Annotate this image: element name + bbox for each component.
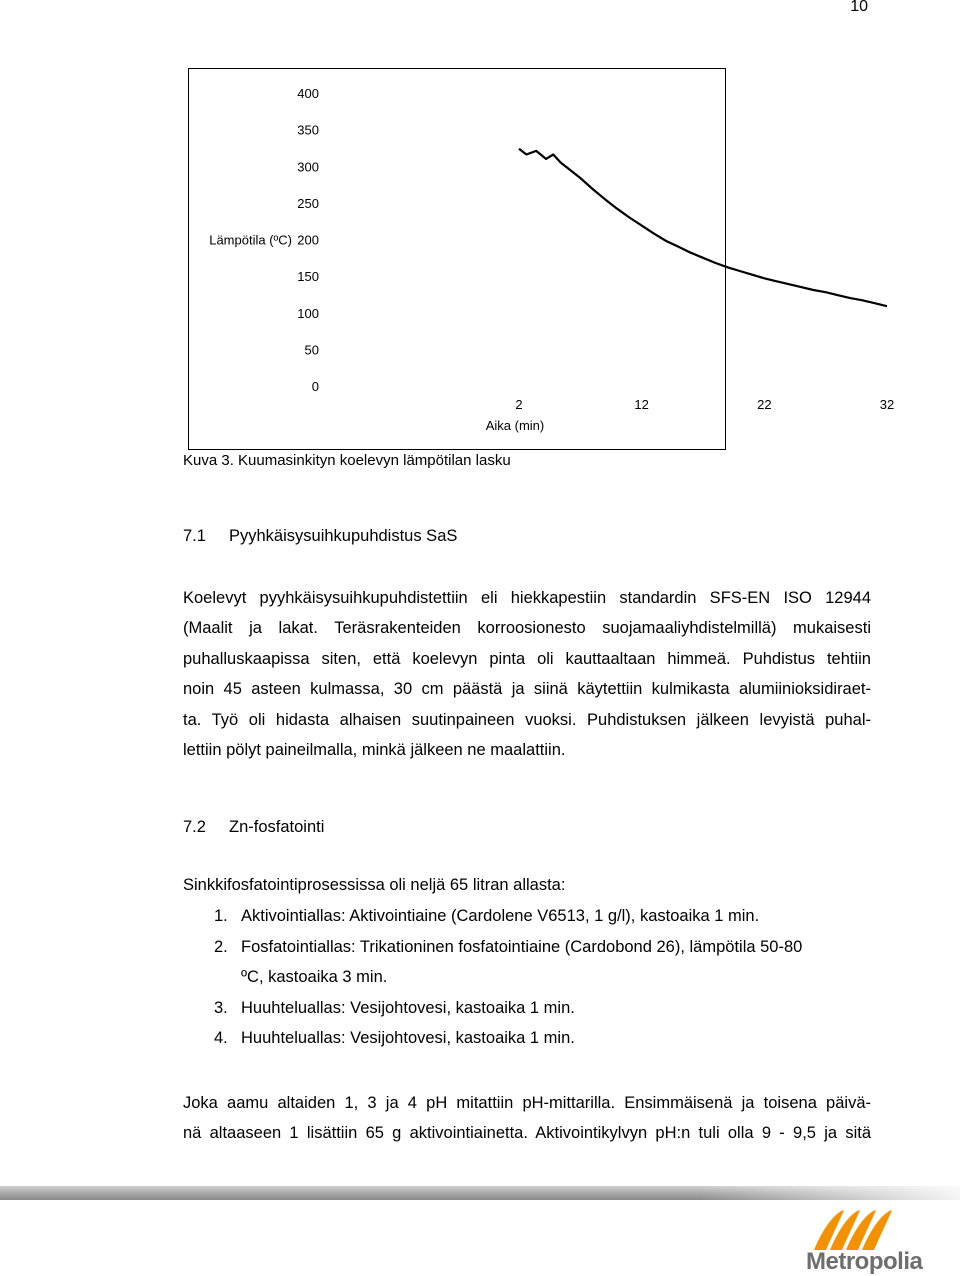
section-title: Zn-fosfatointi [229,818,325,836]
list-text: ºC, kastoaika 3 min. [241,968,388,987]
x-tick-label: 22 [757,397,772,412]
y-tick-label: 250 [297,195,319,211]
x-tick-label: 12 [634,397,649,412]
y-tick-label: 100 [297,305,319,321]
page-number: 10 [850,0,868,15]
section-title: Pyyhkäisysuihkupuhdistus SaS [229,527,458,545]
paragraph-line: (Maalit ja lakat. Teräsrakenteiden korroosionesto suojamaaliyhdistelmillä) mukaisesti [183,619,871,638]
y-tick-label: 300 [297,159,319,175]
paragraph-line: Koelevyt pyyhkäisysuihkupuhdistettiin eli hiekkapestiin standardin SFS-EN ISO 12944 [183,589,871,607]
section-heading-7-2 [183,818,324,837]
y-tick-label: 200 [297,232,319,248]
bath-list [183,901,871,1054]
list-text: Fosfatointiallas: Trikationinen fosfatointiaine (Cardobond 26), lämpötila 50-80 [241,937,803,956]
paragraph-line: Joka aamu altaiden 1, 3 ja 4 pH mitattiin pH-mittarilla. Ensimmäisenä ja toisena päivä- [183,1094,871,1112]
list-number: 3. [214,998,228,1017]
list-number: 4. [214,1029,228,1048]
chart-canvas [189,69,895,451]
paragraph-line: lettiin pölyt paineilmalla, minkä jälkeen ne maalattiin. [183,741,566,760]
list-number: 2. [214,937,228,956]
paragraph-line: ta. Työ oli hidasta alhaisen suutinpaineen vuoksi. Puhdistuksen jälkeen levyistä puhal- [183,710,871,729]
list-text: Huuhteluallas: Vesijohtovesi, kastoaika 1 min. [241,998,575,1017]
y-axis-label: Lämpötila (ºC) [209,232,292,248]
paragraph-line: puhalluskaapissa siten, että koelevyn pinta oli kauttaaltaan himmeä. Puhdistus tehtiin [183,649,871,668]
x-tick-label: 2 [515,397,523,412]
y-tick-label: 50 [304,342,319,358]
paragraph-7-1 [183,583,871,765]
x-tick-label: 32 [879,397,895,412]
series-line [519,149,887,307]
list-text: Huuhteluallas: Vesijohtovesi, kastoaika 1 min. [241,1029,575,1048]
y-tick-label: 150 [297,269,319,285]
list-item [183,901,871,932]
temperature-chart [188,68,895,450]
list-item [183,993,871,1024]
section-number: 7.1 [183,527,206,545]
paragraph-line: nä altaaseen 1 lisättiin 65 g aktivointiainetta. Aktivointikylvyn pH:n tuli olla 9 - 9,5 ja sitä [183,1124,871,1143]
footer-bar-fade [700,1186,960,1200]
list-text: Aktivointiallas: Aktivointiaine (Cardolene V6513, 1 g/l), kastoaika 1 min. [241,907,760,925]
list-number: 1. [214,907,228,925]
metropolia-logo-text: Metropolia [806,1248,923,1275]
figure-caption: Kuva 3. Kuumasinkityn koelevyn lämpötilan lasku [183,452,511,469]
list-intro: Sinkkifosfatointiprosessissa oli neljä 65 litran allasta: [183,876,566,894]
paragraph-line: noin 45 asteen kulmassa, 30 cm päästä ja siinä käytettiin kulmikasta alumiinioksidiraet- [183,680,871,699]
paragraph-end [183,1088,871,1149]
section-heading-7-1 [183,527,457,546]
list-item [183,1023,871,1054]
y-tick-label: 0 [311,379,319,394]
section-number: 7.2 [183,818,206,836]
y-tick-label: 400 [297,86,319,101]
list-item [183,932,871,993]
x-axis-label: Aika (min) [485,418,545,433]
y-tick-label: 350 [297,122,319,138]
